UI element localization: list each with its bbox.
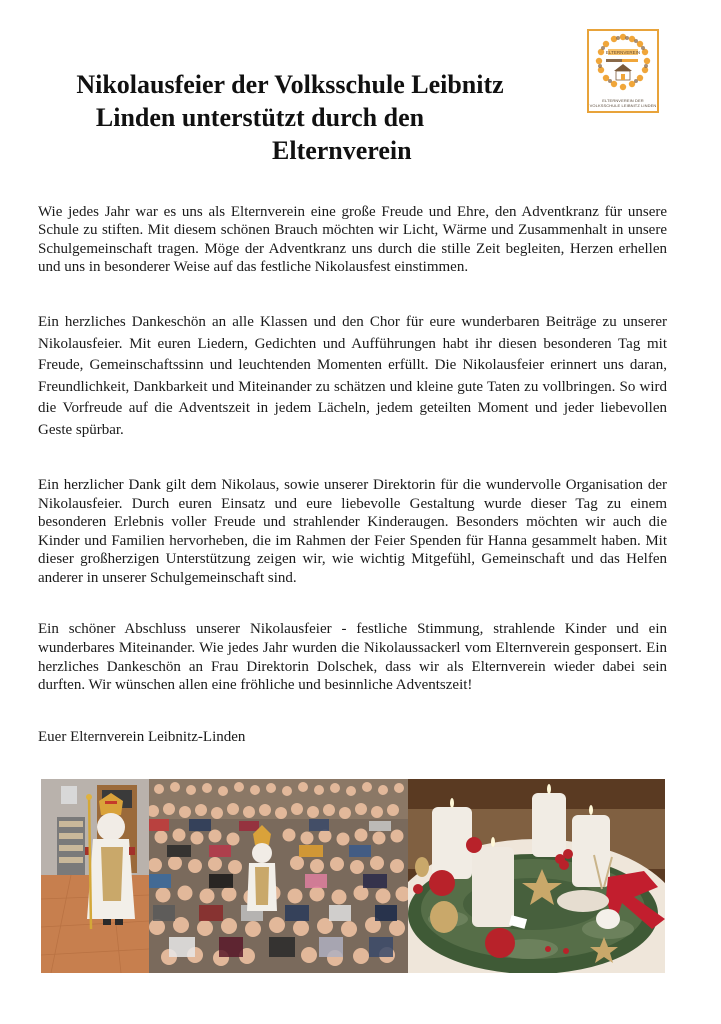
photo-strip	[41, 779, 665, 973]
paragraph-closing: Ein schöner Abschluss unserer Nikolausfeier - festliche Stimmung, strahlende Kinder und ein wunderbares Miteinander. Wie jedes Jahr wurden die Nikolaussackerl vom Elternverein gesponsert. Ein herzliches Dankeschön an Frau Direktorin Dolschek, dass wir als Elternverein wieder dabei sein durften. Wir wünschen allen eine fröhliche und besinnliche Adventszeit!	[38, 621, 667, 694]
logo-caption-line-1: ELTERNVEREIN DER	[602, 98, 644, 103]
signature: Euer Elternverein Leibnitz-Linden	[38, 729, 246, 745]
logo-caption-line-2: VOLKSSCHULE LEIBNITZ LINDEN	[589, 103, 657, 108]
children-group-photo	[149, 779, 408, 973]
title-line-1: Nikolausfeier der Volksschule Leibnitz	[76, 70, 504, 99]
title-line-2: Linden unterstützt durch den	[95, 103, 425, 132]
elternverein-logo	[587, 29, 659, 113]
svg-text:ELTERNVEREIN: ELTERNVEREIN	[605, 50, 641, 55]
nikolaus-photo	[41, 779, 149, 973]
elternverein-logo-hands-circle-icon	[589, 31, 657, 95]
page-title	[40, 68, 540, 167]
title-line-3: Elternverein	[272, 136, 412, 165]
paragraph-adventkranz: Wie jedes Jahr war es uns als Elternverein eine große Freude und Ehre, den Adventkranz für unsere Schule zu stiften. Mit diesem schönen Brauch möchten wir Licht, Wärme und Zusammenhalt in unsere Schulgemeinschaft tragen. Möge der Adventkranz uns durch die stille Zeit begleiten, Herzen erhellen und uns in besonderer Weise auf das festliche Nikolausfest einstimmen.	[38, 204, 667, 275]
paragraph-thanks-classes: Ein herzliches Dankeschön an alle Klassen und den Chor für eure wunderbaren Beiträge zu unserer Nikolausfeier. Mit euren Liedern, Gedichten und Aufführungen habt ihr diesen besonderen Tag mit Freude, Gemeinschaftssinn und leuchtenden Momenten erfüllt. Die Nikolausfeier erinnert uns daran, Freundlichkeit, Dankbarkeit und Miteinander zu schätzen und kleine gute Taten zu vollbringen. So wird die Vorfreude auf die Adventszeit in jedem Lächeln, jedem geteilten Moment und jeder liebevollen Geste spürbar.	[38, 314, 667, 438]
paragraph-thanks-nikolaus: Ein herzlicher Dank gilt dem Nikolaus, sowie unserer Direktorin für die wundervolle Organisation der Nikolausfeier. Durch euren Einsatz und eure liebevolle Gestaltung wurde dieser Tag zu einem besonderen Erlebnis voller Freude und strahlender Kinderaugen. Besonders möchten wir auch die Kinder und Familien hervorheben, die im Rahmen der Feier Spenden für Hanna gesammelt haben. Mit dieser großherzigen Unterstützung zeigen wir, wie wichtig Mitgefühl, Gemeinschaft und das Helfen anderer in unserer Schulgemeinschaft sind.	[38, 477, 667, 586]
advent-wreath-photo	[408, 779, 665, 973]
logo-caption	[589, 98, 657, 108]
